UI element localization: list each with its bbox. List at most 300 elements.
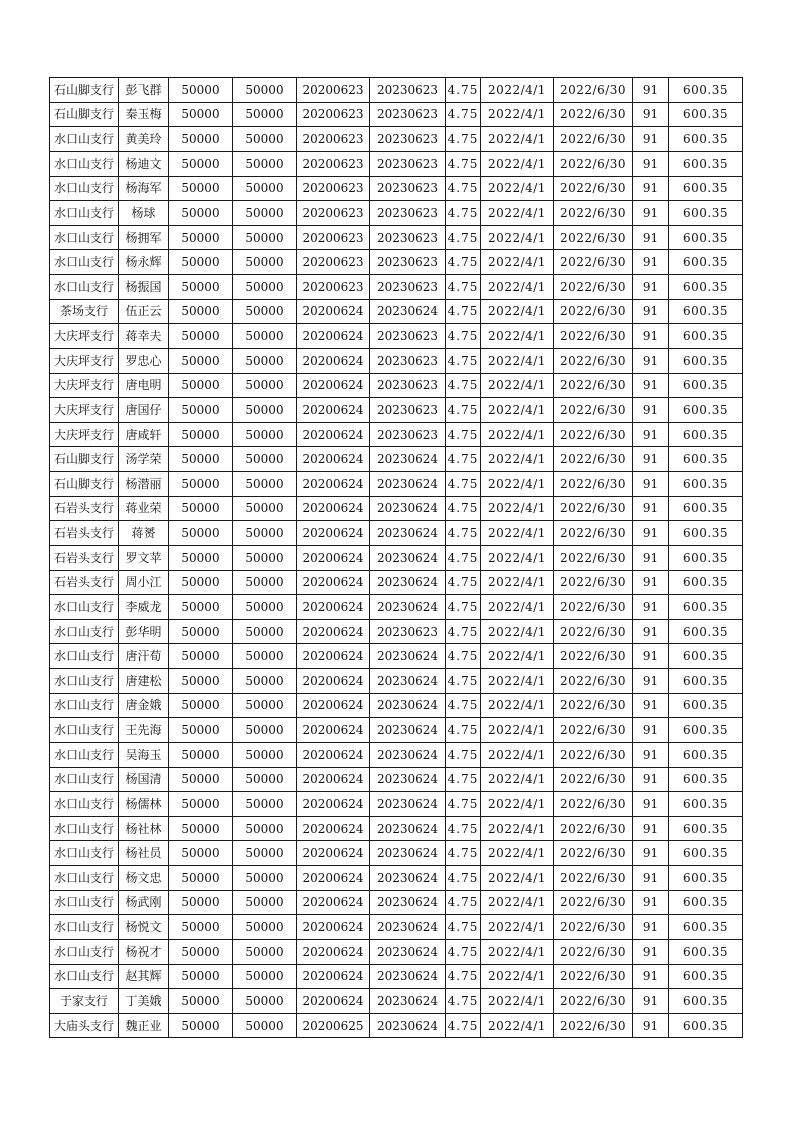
interest-cell: 600.35 (669, 250, 743, 275)
rate-cell: 4.75 (446, 275, 481, 300)
maturity-date-cell: 20230623 (370, 422, 446, 447)
start-date-cell: 20200624 (297, 816, 370, 841)
branch-cell: 水口山支行 (50, 939, 119, 964)
period-to-cell: 2022/6/30 (554, 866, 633, 891)
table-row (50, 201, 743, 226)
maturity-date-cell: 20230624 (370, 545, 446, 570)
balance-cell: 50000 (233, 422, 297, 447)
rate-cell: 4.75 (446, 890, 481, 915)
maturity-date-cell: 20230624 (370, 742, 446, 767)
table-row (50, 422, 743, 447)
amount-cell: 50000 (169, 570, 233, 595)
days-cell: 91 (633, 250, 669, 275)
maturity-date-cell: 20230624 (370, 1013, 446, 1038)
days-cell: 91 (633, 792, 669, 817)
days-cell: 91 (633, 595, 669, 620)
branch-cell: 水口山支行 (50, 127, 119, 152)
amount-cell: 50000 (169, 595, 233, 620)
start-date-cell: 20200623 (297, 275, 370, 300)
table-row (50, 176, 743, 201)
days-cell: 91 (633, 521, 669, 546)
period-from-cell: 2022/4/1 (481, 939, 554, 964)
days-cell: 91 (633, 275, 669, 300)
branch-cell: 水口山支行 (50, 669, 119, 694)
maturity-date-cell: 20230623 (370, 250, 446, 275)
days-cell: 91 (633, 373, 669, 398)
days-cell: 91 (633, 619, 669, 644)
table-row (50, 496, 743, 521)
table-row (50, 718, 743, 743)
start-date-cell: 20200624 (297, 619, 370, 644)
balance-cell: 50000 (233, 348, 297, 373)
branch-cell: 水口山支行 (50, 742, 119, 767)
days-cell: 91 (633, 915, 669, 940)
amount-cell: 50000 (169, 545, 233, 570)
start-date-cell: 20200623 (297, 151, 370, 176)
period-from-cell: 2022/4/1 (481, 570, 554, 595)
period-from-cell: 2022/4/1 (481, 472, 554, 497)
period-from-cell: 2022/4/1 (481, 718, 554, 743)
customer-name-cell: 罗文苹 (119, 545, 169, 570)
days-cell: 91 (633, 225, 669, 250)
table-row (50, 570, 743, 595)
maturity-date-cell: 20230624 (370, 693, 446, 718)
customer-name-cell: 李威龙 (119, 595, 169, 620)
maturity-date-cell: 20230624 (370, 521, 446, 546)
balance-cell: 50000 (233, 619, 297, 644)
period-to-cell: 2022/6/30 (554, 496, 633, 521)
start-date-cell: 20200624 (297, 890, 370, 915)
amount-cell: 50000 (169, 299, 233, 324)
customer-name-cell: 唐金娥 (119, 693, 169, 718)
branch-cell: 水口山支行 (50, 816, 119, 841)
start-date-cell: 20200624 (297, 496, 370, 521)
days-cell: 91 (633, 866, 669, 891)
rate-cell: 4.75 (446, 299, 481, 324)
start-date-cell: 20200624 (297, 989, 370, 1014)
days-cell: 91 (633, 570, 669, 595)
period-from-cell: 2022/4/1 (481, 373, 554, 398)
start-date-cell: 20200624 (297, 299, 370, 324)
days-cell: 91 (633, 841, 669, 866)
rate-cell: 4.75 (446, 792, 481, 817)
interest-cell: 600.35 (669, 816, 743, 841)
customer-name-cell: 伍正云 (119, 299, 169, 324)
customer-name-cell: 黄美玲 (119, 127, 169, 152)
period-from-cell: 2022/4/1 (481, 915, 554, 940)
interest-cell: 600.35 (669, 964, 743, 989)
interest-cell: 600.35 (669, 693, 743, 718)
maturity-date-cell: 20230624 (370, 669, 446, 694)
period-to-cell: 2022/6/30 (554, 447, 633, 472)
maturity-date-cell: 20230623 (370, 176, 446, 201)
table-row (50, 472, 743, 497)
rate-cell: 4.75 (446, 669, 481, 694)
period-to-cell: 2022/6/30 (554, 102, 633, 127)
rate-cell: 4.75 (446, 102, 481, 127)
period-to-cell: 2022/6/30 (554, 324, 633, 349)
days-cell: 91 (633, 890, 669, 915)
days-cell: 91 (633, 816, 669, 841)
maturity-date-cell: 20230623 (370, 201, 446, 226)
balance-cell: 50000 (233, 939, 297, 964)
interest-cell: 600.35 (669, 841, 743, 866)
customer-name-cell: 唐电明 (119, 373, 169, 398)
period-to-cell: 2022/6/30 (554, 890, 633, 915)
maturity-date-cell: 20230624 (370, 472, 446, 497)
balance-cell: 50000 (233, 225, 297, 250)
table-row (50, 102, 743, 127)
interest-cell: 600.35 (669, 299, 743, 324)
customer-name-cell: 罗忠心 (119, 348, 169, 373)
start-date-cell: 20200624 (297, 398, 370, 423)
maturity-date-cell: 20230624 (370, 570, 446, 595)
balance-cell: 50000 (233, 915, 297, 940)
rate-cell: 4.75 (446, 398, 481, 423)
period-from-cell: 2022/4/1 (481, 496, 554, 521)
branch-cell: 水口山支行 (50, 176, 119, 201)
branch-cell: 石岩头支行 (50, 496, 119, 521)
customer-name-cell: 杨潜丽 (119, 472, 169, 497)
branch-cell: 大庙头支行 (50, 1013, 119, 1038)
customer-name-cell: 吴海玉 (119, 742, 169, 767)
period-to-cell: 2022/6/30 (554, 915, 633, 940)
interest-cell: 600.35 (669, 225, 743, 250)
table-row (50, 619, 743, 644)
interest-cell: 600.35 (669, 447, 743, 472)
table-row (50, 989, 743, 1014)
branch-cell: 石山脚支行 (50, 102, 119, 127)
amount-cell: 50000 (169, 939, 233, 964)
start-date-cell: 20200624 (297, 669, 370, 694)
amount-cell: 50000 (169, 718, 233, 743)
table-row (50, 669, 743, 694)
interest-ledger-table (49, 77, 743, 1038)
branch-cell: 水口山支行 (50, 841, 119, 866)
start-date-cell: 20200624 (297, 939, 370, 964)
branch-cell: 水口山支行 (50, 619, 119, 644)
table-row (50, 1013, 743, 1038)
period-from-cell: 2022/4/1 (481, 225, 554, 250)
amount-cell: 50000 (169, 398, 233, 423)
balance-cell: 50000 (233, 570, 297, 595)
amount-cell: 50000 (169, 669, 233, 694)
rate-cell: 4.75 (446, 472, 481, 497)
period-to-cell: 2022/6/30 (554, 545, 633, 570)
days-cell: 91 (633, 422, 669, 447)
table-row (50, 767, 743, 792)
period-from-cell: 2022/4/1 (481, 78, 554, 103)
interest-cell: 600.35 (669, 989, 743, 1014)
maturity-date-cell: 20230624 (370, 595, 446, 620)
balance-cell: 50000 (233, 718, 297, 743)
period-to-cell: 2022/6/30 (554, 570, 633, 595)
interest-cell: 600.35 (669, 619, 743, 644)
amount-cell: 50000 (169, 78, 233, 103)
days-cell: 91 (633, 742, 669, 767)
balance-cell: 50000 (233, 545, 297, 570)
period-to-cell: 2022/6/30 (554, 127, 633, 152)
period-to-cell: 2022/6/30 (554, 792, 633, 817)
balance-cell: 50000 (233, 275, 297, 300)
rate-cell: 4.75 (446, 595, 481, 620)
start-date-cell: 20200624 (297, 644, 370, 669)
table-row (50, 890, 743, 915)
period-from-cell: 2022/4/1 (481, 102, 554, 127)
branch-cell: 大庆坪支行 (50, 422, 119, 447)
period-from-cell: 2022/4/1 (481, 767, 554, 792)
amount-cell: 50000 (169, 102, 233, 127)
days-cell: 91 (633, 989, 669, 1014)
maturity-date-cell: 20230624 (370, 890, 446, 915)
days-cell: 91 (633, 348, 669, 373)
table-row (50, 78, 743, 103)
rate-cell: 4.75 (446, 939, 481, 964)
start-date-cell: 20200623 (297, 225, 370, 250)
period-to-cell: 2022/6/30 (554, 693, 633, 718)
rate-cell: 4.75 (446, 915, 481, 940)
rate-cell: 4.75 (446, 718, 481, 743)
period-to-cell: 2022/6/30 (554, 472, 633, 497)
maturity-date-cell: 20230624 (370, 767, 446, 792)
branch-cell: 石山脚支行 (50, 78, 119, 103)
branch-cell: 大庆坪支行 (50, 373, 119, 398)
interest-cell: 600.35 (669, 767, 743, 792)
start-date-cell: 20200623 (297, 250, 370, 275)
interest-cell: 600.35 (669, 570, 743, 595)
maturity-date-cell: 20230624 (370, 964, 446, 989)
amount-cell: 50000 (169, 989, 233, 1014)
maturity-date-cell: 20230624 (370, 915, 446, 940)
amount-cell: 50000 (169, 841, 233, 866)
period-to-cell: 2022/6/30 (554, 275, 633, 300)
customer-name-cell: 杨祝才 (119, 939, 169, 964)
table-row (50, 545, 743, 570)
table-row (50, 299, 743, 324)
period-from-cell: 2022/4/1 (481, 644, 554, 669)
days-cell: 91 (633, 299, 669, 324)
rate-cell: 4.75 (446, 127, 481, 152)
table-row (50, 915, 743, 940)
balance-cell: 50000 (233, 816, 297, 841)
interest-cell: 600.35 (669, 742, 743, 767)
days-cell: 91 (633, 176, 669, 201)
period-from-cell: 2022/4/1 (481, 127, 554, 152)
balance-cell: 50000 (233, 1013, 297, 1038)
interest-cell: 600.35 (669, 151, 743, 176)
customer-name-cell: 杨拥军 (119, 225, 169, 250)
customer-name-cell: 杨武刚 (119, 890, 169, 915)
start-date-cell: 20200624 (297, 693, 370, 718)
amount-cell: 50000 (169, 176, 233, 201)
period-to-cell: 2022/6/30 (554, 201, 633, 226)
rate-cell: 4.75 (446, 693, 481, 718)
days-cell: 91 (633, 644, 669, 669)
amount-cell: 50000 (169, 792, 233, 817)
interest-cell: 600.35 (669, 78, 743, 103)
customer-name-cell: 杨永辉 (119, 250, 169, 275)
balance-cell: 50000 (233, 767, 297, 792)
table-row (50, 447, 743, 472)
rate-cell: 4.75 (446, 521, 481, 546)
branch-cell: 水口山支行 (50, 767, 119, 792)
balance-cell: 50000 (233, 964, 297, 989)
balance-cell: 50000 (233, 324, 297, 349)
start-date-cell: 20200624 (297, 718, 370, 743)
interest-cell: 600.35 (669, 472, 743, 497)
days-cell: 91 (633, 545, 669, 570)
maturity-date-cell: 20230624 (370, 299, 446, 324)
rate-cell: 4.75 (446, 496, 481, 521)
maturity-date-cell: 20230623 (370, 619, 446, 644)
maturity-date-cell: 20230623 (370, 348, 446, 373)
amount-cell: 50000 (169, 250, 233, 275)
customer-name-cell: 彭飞群 (119, 78, 169, 103)
start-date-cell: 20200624 (297, 447, 370, 472)
customer-name-cell: 唐国仔 (119, 398, 169, 423)
customer-name-cell: 杨迪文 (119, 151, 169, 176)
period-from-cell: 2022/4/1 (481, 619, 554, 644)
branch-cell: 水口山支行 (50, 151, 119, 176)
interest-cell: 600.35 (669, 644, 743, 669)
table-row (50, 127, 743, 152)
balance-cell: 50000 (233, 201, 297, 226)
period-from-cell: 2022/4/1 (481, 742, 554, 767)
interest-cell: 600.35 (669, 1013, 743, 1038)
balance-cell: 50000 (233, 78, 297, 103)
balance-cell: 50000 (233, 989, 297, 1014)
period-to-cell: 2022/6/30 (554, 767, 633, 792)
interest-cell: 600.35 (669, 348, 743, 373)
balance-cell: 50000 (233, 151, 297, 176)
period-from-cell: 2022/4/1 (481, 669, 554, 694)
customer-name-cell: 丁美娥 (119, 989, 169, 1014)
branch-cell: 水口山支行 (50, 792, 119, 817)
amount-cell: 50000 (169, 767, 233, 792)
maturity-date-cell: 20230624 (370, 989, 446, 1014)
table-row (50, 521, 743, 546)
customer-name-cell: 杨悦文 (119, 915, 169, 940)
table-row (50, 595, 743, 620)
branch-cell: 大庆坪支行 (50, 324, 119, 349)
amount-cell: 50000 (169, 201, 233, 226)
amount-cell: 50000 (169, 964, 233, 989)
interest-cell: 600.35 (669, 939, 743, 964)
table-row (50, 939, 743, 964)
period-to-cell: 2022/6/30 (554, 373, 633, 398)
balance-cell: 50000 (233, 693, 297, 718)
maturity-date-cell: 20230623 (370, 78, 446, 103)
days-cell: 91 (633, 693, 669, 718)
branch-cell: 石岩头支行 (50, 570, 119, 595)
period-to-cell: 2022/6/30 (554, 422, 633, 447)
branch-cell: 于家支行 (50, 989, 119, 1014)
start-date-cell: 20200624 (297, 964, 370, 989)
period-to-cell: 2022/6/30 (554, 225, 633, 250)
amount-cell: 50000 (169, 644, 233, 669)
balance-cell: 50000 (233, 792, 297, 817)
balance-cell: 50000 (233, 102, 297, 127)
rate-cell: 4.75 (446, 767, 481, 792)
branch-cell: 水口山支行 (50, 201, 119, 226)
rate-cell: 4.75 (446, 545, 481, 570)
start-date-cell: 20200623 (297, 201, 370, 226)
amount-cell: 50000 (169, 225, 233, 250)
start-date-cell: 20200623 (297, 102, 370, 127)
start-date-cell: 20200624 (297, 792, 370, 817)
period-to-cell: 2022/6/30 (554, 939, 633, 964)
customer-name-cell: 唐建松 (119, 669, 169, 694)
period-from-cell: 2022/4/1 (481, 299, 554, 324)
branch-cell: 水口山支行 (50, 915, 119, 940)
maturity-date-cell: 20230624 (370, 496, 446, 521)
start-date-cell: 20200624 (297, 915, 370, 940)
customer-name-cell: 杨球 (119, 201, 169, 226)
period-from-cell: 2022/4/1 (481, 792, 554, 817)
interest-cell: 600.35 (669, 373, 743, 398)
start-date-cell: 20200623 (297, 176, 370, 201)
balance-cell: 50000 (233, 496, 297, 521)
interest-cell: 600.35 (669, 127, 743, 152)
amount-cell: 50000 (169, 866, 233, 891)
table-row (50, 742, 743, 767)
maturity-date-cell: 20230624 (370, 644, 446, 669)
customer-name-cell: 汤学荣 (119, 447, 169, 472)
customer-name-cell: 魏正业 (119, 1013, 169, 1038)
amount-cell: 50000 (169, 742, 233, 767)
period-from-cell: 2022/4/1 (481, 545, 554, 570)
amount-cell: 50000 (169, 127, 233, 152)
amount-cell: 50000 (169, 619, 233, 644)
branch-cell: 水口山支行 (50, 964, 119, 989)
rate-cell: 4.75 (446, 422, 481, 447)
interest-cell: 600.35 (669, 275, 743, 300)
interest-cell: 600.35 (669, 398, 743, 423)
maturity-date-cell: 20230623 (370, 398, 446, 423)
days-cell: 91 (633, 718, 669, 743)
days-cell: 91 (633, 201, 669, 226)
days-cell: 91 (633, 939, 669, 964)
interest-cell: 600.35 (669, 595, 743, 620)
rate-cell: 4.75 (446, 324, 481, 349)
days-cell: 91 (633, 472, 669, 497)
start-date-cell: 20200623 (297, 127, 370, 152)
balance-cell: 50000 (233, 176, 297, 201)
branch-cell: 水口山支行 (50, 225, 119, 250)
branch-cell: 水口山支行 (50, 250, 119, 275)
period-to-cell: 2022/6/30 (554, 348, 633, 373)
table-row (50, 792, 743, 817)
branch-cell: 水口山支行 (50, 693, 119, 718)
rate-cell: 4.75 (446, 447, 481, 472)
branch-cell: 石岩头支行 (50, 521, 119, 546)
rate-cell: 4.75 (446, 151, 481, 176)
customer-name-cell: 蒋业荣 (119, 496, 169, 521)
table-row (50, 348, 743, 373)
period-to-cell: 2022/6/30 (554, 151, 633, 176)
customer-name-cell: 唐咸轩 (119, 422, 169, 447)
start-date-cell: 20200624 (297, 545, 370, 570)
period-from-cell: 2022/4/1 (481, 964, 554, 989)
branch-cell: 水口山支行 (50, 718, 119, 743)
maturity-date-cell: 20230624 (370, 447, 446, 472)
customer-name-cell: 彭华明 (119, 619, 169, 644)
rate-cell: 4.75 (446, 644, 481, 669)
period-to-cell: 2022/6/30 (554, 619, 633, 644)
start-date-cell: 20200625 (297, 1013, 370, 1038)
period-to-cell: 2022/6/30 (554, 742, 633, 767)
period-from-cell: 2022/4/1 (481, 595, 554, 620)
